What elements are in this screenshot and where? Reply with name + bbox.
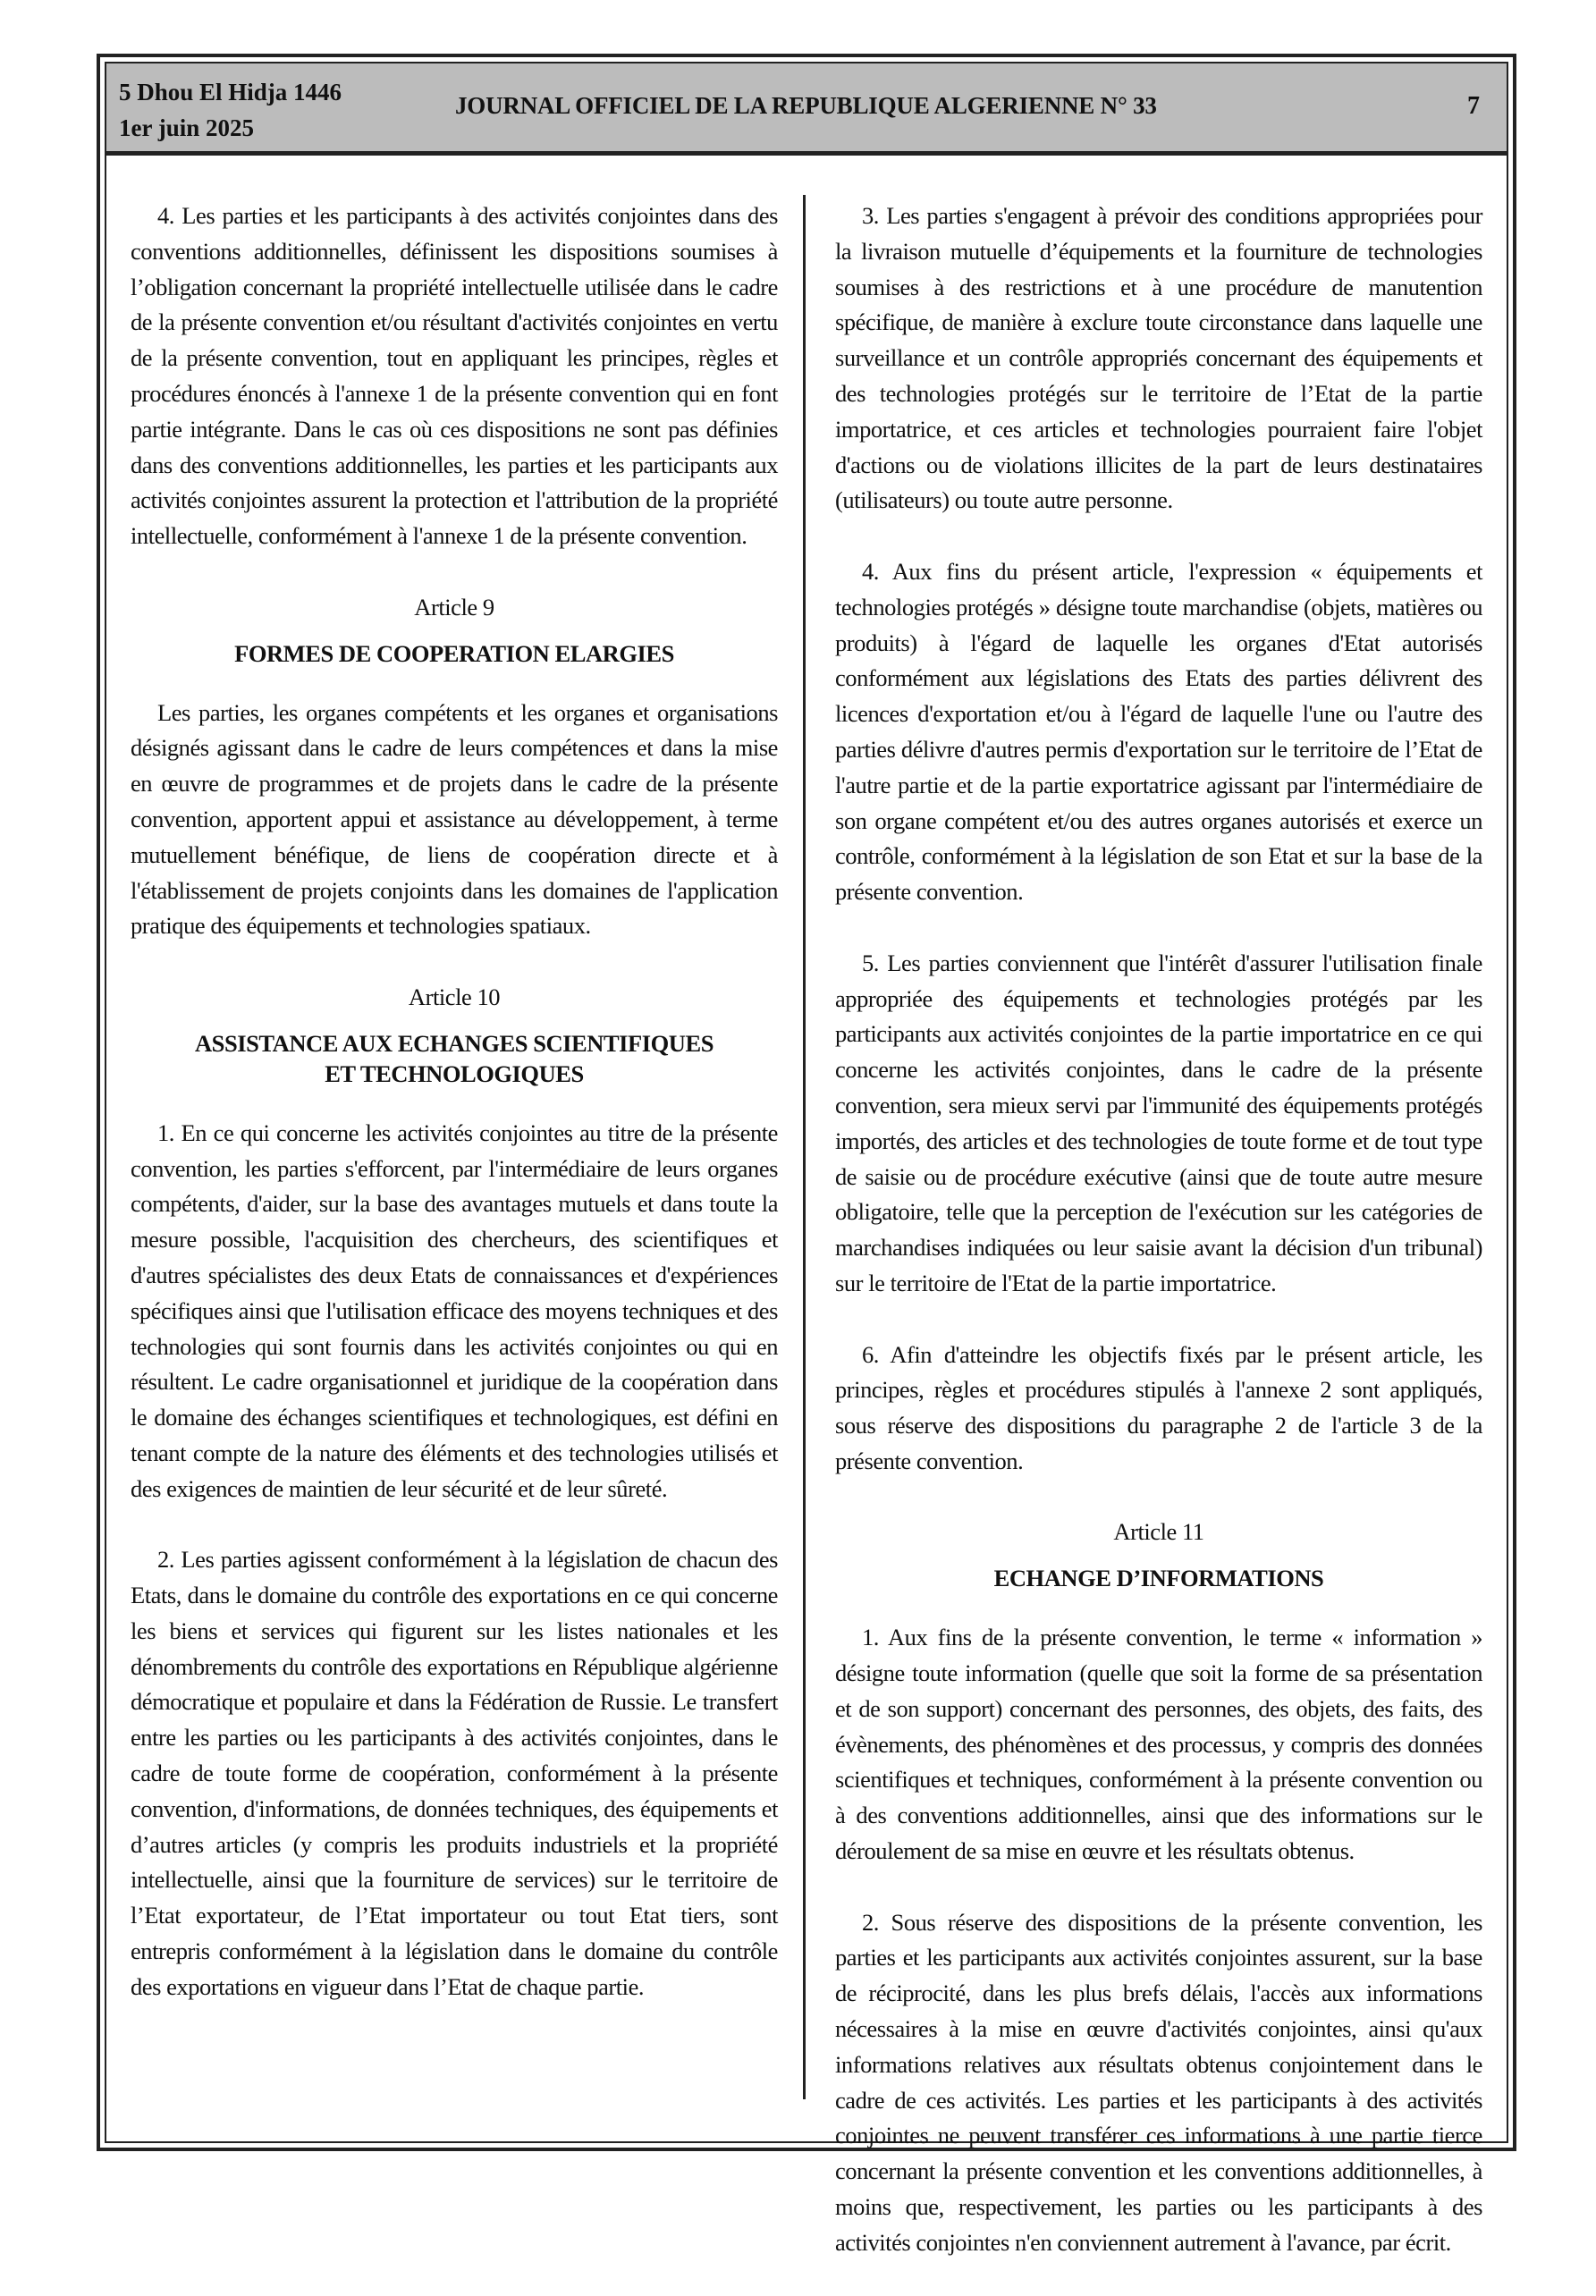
date-hijri: 5 Dhou El Hidja 1446 [119,79,342,106]
paragraph-art10-4: 4. Aux fins du présent article, l'expression « équipements et technologies protégés » désigne toute marchandise (objets, matières ou produits) à l'égard de laquelle les organes d'Etat autorisés conformément aux législations des Etats des parties délivrent des licences d'exportation et/ou à l'égard de laquelle l'une ou l'autre des parties délivre d'autres permis d'exportation sur le territoire de l’Etat de l'autre partie et de la partie exportatrice agissant par l'intermédiaire de son organe compétent et/ou des autres organes autorisés et exerce un contrôle, conformément à la législation de son Etat et sur la base de la présente convention. [835,557,1482,906]
left-column [131,198,778,2040]
article-10-label: Article 10 [408,983,501,1010]
paragraph-art10-5: 5. Les parties conviennent que l'intérêt d'assurer l'utilisation finale appropriée des équipements et technologies protégés par les participants aux activités conjointes de la partie importatrice en ce qui concerne les activités conjointes, dans le cadre de la présente convention, sera mieux servi par l'immunité des équipements protégés importés, des articles et des technologies de toute forme et de tout type de saisie ou de procédure exécutive (ainsi que de toute autre mesure obligatoire, telle que la perception de l'exécution sur les catégories de marchandises indiquées ou leur saisie avant la décision d'un tribunal) sur le territoire de l'Etat de la partie importatrice. [835,949,1482,1296]
paragraph-art11-2: 2. Sous réserve des dispositions de la présente convention, les parties et les participants aux activités conjointes assurent, sur la base de réciprocité, dans les plus brefs délais, l'accès aux informations nécessaires à la mise en œuvre d'activités conjointes, ainsi qu'aux informations relatives aux résultats obtenus conjointement dans le cadre de ces activités. Les parties et les participants à des activités conjointes ne peuvent transférer ces informations à une partie tierce concernant la présente convention et les conventions additionnelles, à moins que, respectivement, les parties ou les participants à des activités conjointes n'en conviennent autrement à l'avance, par écrit. [835,1908,1482,2256]
date-gregorian: 1er juin 2025 [119,114,255,141]
header-dates [119,74,342,146]
article-9-title: FORMES DE COOPERATION ELARGIES [234,639,674,667]
article-10-title: ASSISTANCE AUX ECHANGES SCIENTIFIQUES ET TECHNOLOGIQUES [194,1029,714,1087]
paragraph-art8-4: 4. Les parties et les participants à des activités conjointes dans des conventions additionnelles, définissent les dispositions soumises à l’obligation concernant la propriété intellectuelle utilisée dans le cadre de la présente convention et/ou résultant d'activités conjointes en vertu de la présente convention, tout en appliquant les principes, règles et procédures énoncés à l'annexe 1 de la présente convention qui en font partie intégrante. Dans le cas où ces dispositions ne sont pas définies dans des conventions additionnelles, les parties et les participants aux activités conjointes assurent la protection et l'attribution de la propriété intellectuelle, conformément à l'annexe 1 de la présente convention. [131,202,778,550]
column-divider [803,195,806,2099]
journal-header [106,63,1507,156]
paragraph-art9: Les parties, les organes compétents et les organes et organisations désignés agissant dans le cadre de leurs compétences et dans la mise en œuvre de programmes et de projets dans le cadre de la présente convention, apportent appui et assistance au développement, à terme mutuellement bénéfique, de liens de coopération directe et à l'établissement de projets conjoints dans les domaines de l'application pratique des équipements et technologies spatiaux. [131,698,778,940]
paragraph-art10-6: 6. Afin d'atteindre les objectifs fixés par le présent article, les principes, règles et procédures stipulés à l'annexe 2 sont appliqués, sous réserve des dispositions du paragraphe 2 de l'article 3 de la présente convention. [835,1340,1482,1474]
article-11-label: Article 11 [1113,1518,1204,1546]
paragraph-art10-3: 3. Les parties s'engagent à prévoir des conditions appropriées pour la livraison mutuelle d’équipements et la fourniture de technologies soumises à des restrictions et à une procédure de manutention spécifique, de manière à exclure toute circonstance dans laquelle une surveillance et un contrôle appropriés concernant des équipements et des technologies protégés sur le territoire de l’Etat de la partie importatrice, et ces articles et technologies pourraient faire l'objet d'actions ou de violations illicites de la part de leurs destinataires (utilisateurs) ou toute autre personne. [835,202,1482,514]
right-column [835,198,1482,2296]
page-number: 7 [1467,92,1480,120]
journal-title: JOURNAL OFFICIEL DE LA REPUBLIQUE ALGERIENNE N° 33 [455,92,1157,119]
article-9-label: Article 9 [414,593,494,620]
paragraph-art11-1: 1. Aux fins de la présente convention, le terme « information » désigne toute information (quelle que soit la forme de sa présentation et de son support) concernant des personnes, des objets, des faits, des évènements, des phénomènes et des processus, y compris des données scientifiques et techniques, conformément à la présente convention ou à des conventions additionnelles, ainsi que des informations sur le déroulement de sa mise en œuvre et les résultats obtenus. [835,1624,1482,1865]
article-11-title: ECHANGE D’INFORMATIONS [993,1565,1324,1592]
paragraph-art10-1: 1. En ce qui concerne les activités conjointes au titre de la présente convention, les parties s'efforcent, par l'intermédiaire de leurs organes compétents, d'aider, sur la base des avantages mutuels et dans toute la mesure possible, l'acquisition des chercheurs, des scientifiques et d'autres spécialistes des deux Etats de connaissances et d'expériences spécifiques ainsi que l'utilisation efficace des moyens techniques et des technologies qui sont fournis dans les activités conjointes ou qui en résultent. Le cadre organisationnel et juridique de la coopération dans le domaine des échanges scientifiques et technologiques, est défini en tenant compte de la nature des éléments et des technologies utilisés et des exigences de maintien de leur sécurité et de leur sûreté. [131,1118,778,1502]
paragraph-art10-2: 2. Les parties agissent conformément à la législation de chacun des Etats, dans le domaine du contrôle des exportations en ce qui concerne les biens et services qui figurent sur les listes nationales et les dénombrements du contrôle des exportations en République algérienne démocratique et populaire et dans la Fédération de Russie. Le transfert entre les parties ou les participants à des activités conjointes, dans le cadre de toute forme de coopération, conformément à la présente convention, d'informations, de données techniques, des équipements et d’autres articles (y compris les produits industriels et la propriété intellectuelle, ainsi que la fourniture de services) sur le territoire de l’Etat exportateur, de l’Etat importateur ou tout Etat tiers, sont entrepris conformément à la législation dans le domaine du contrôle des exportations en vigueur dans l’Etat de chaque partie. [131,1546,778,2000]
